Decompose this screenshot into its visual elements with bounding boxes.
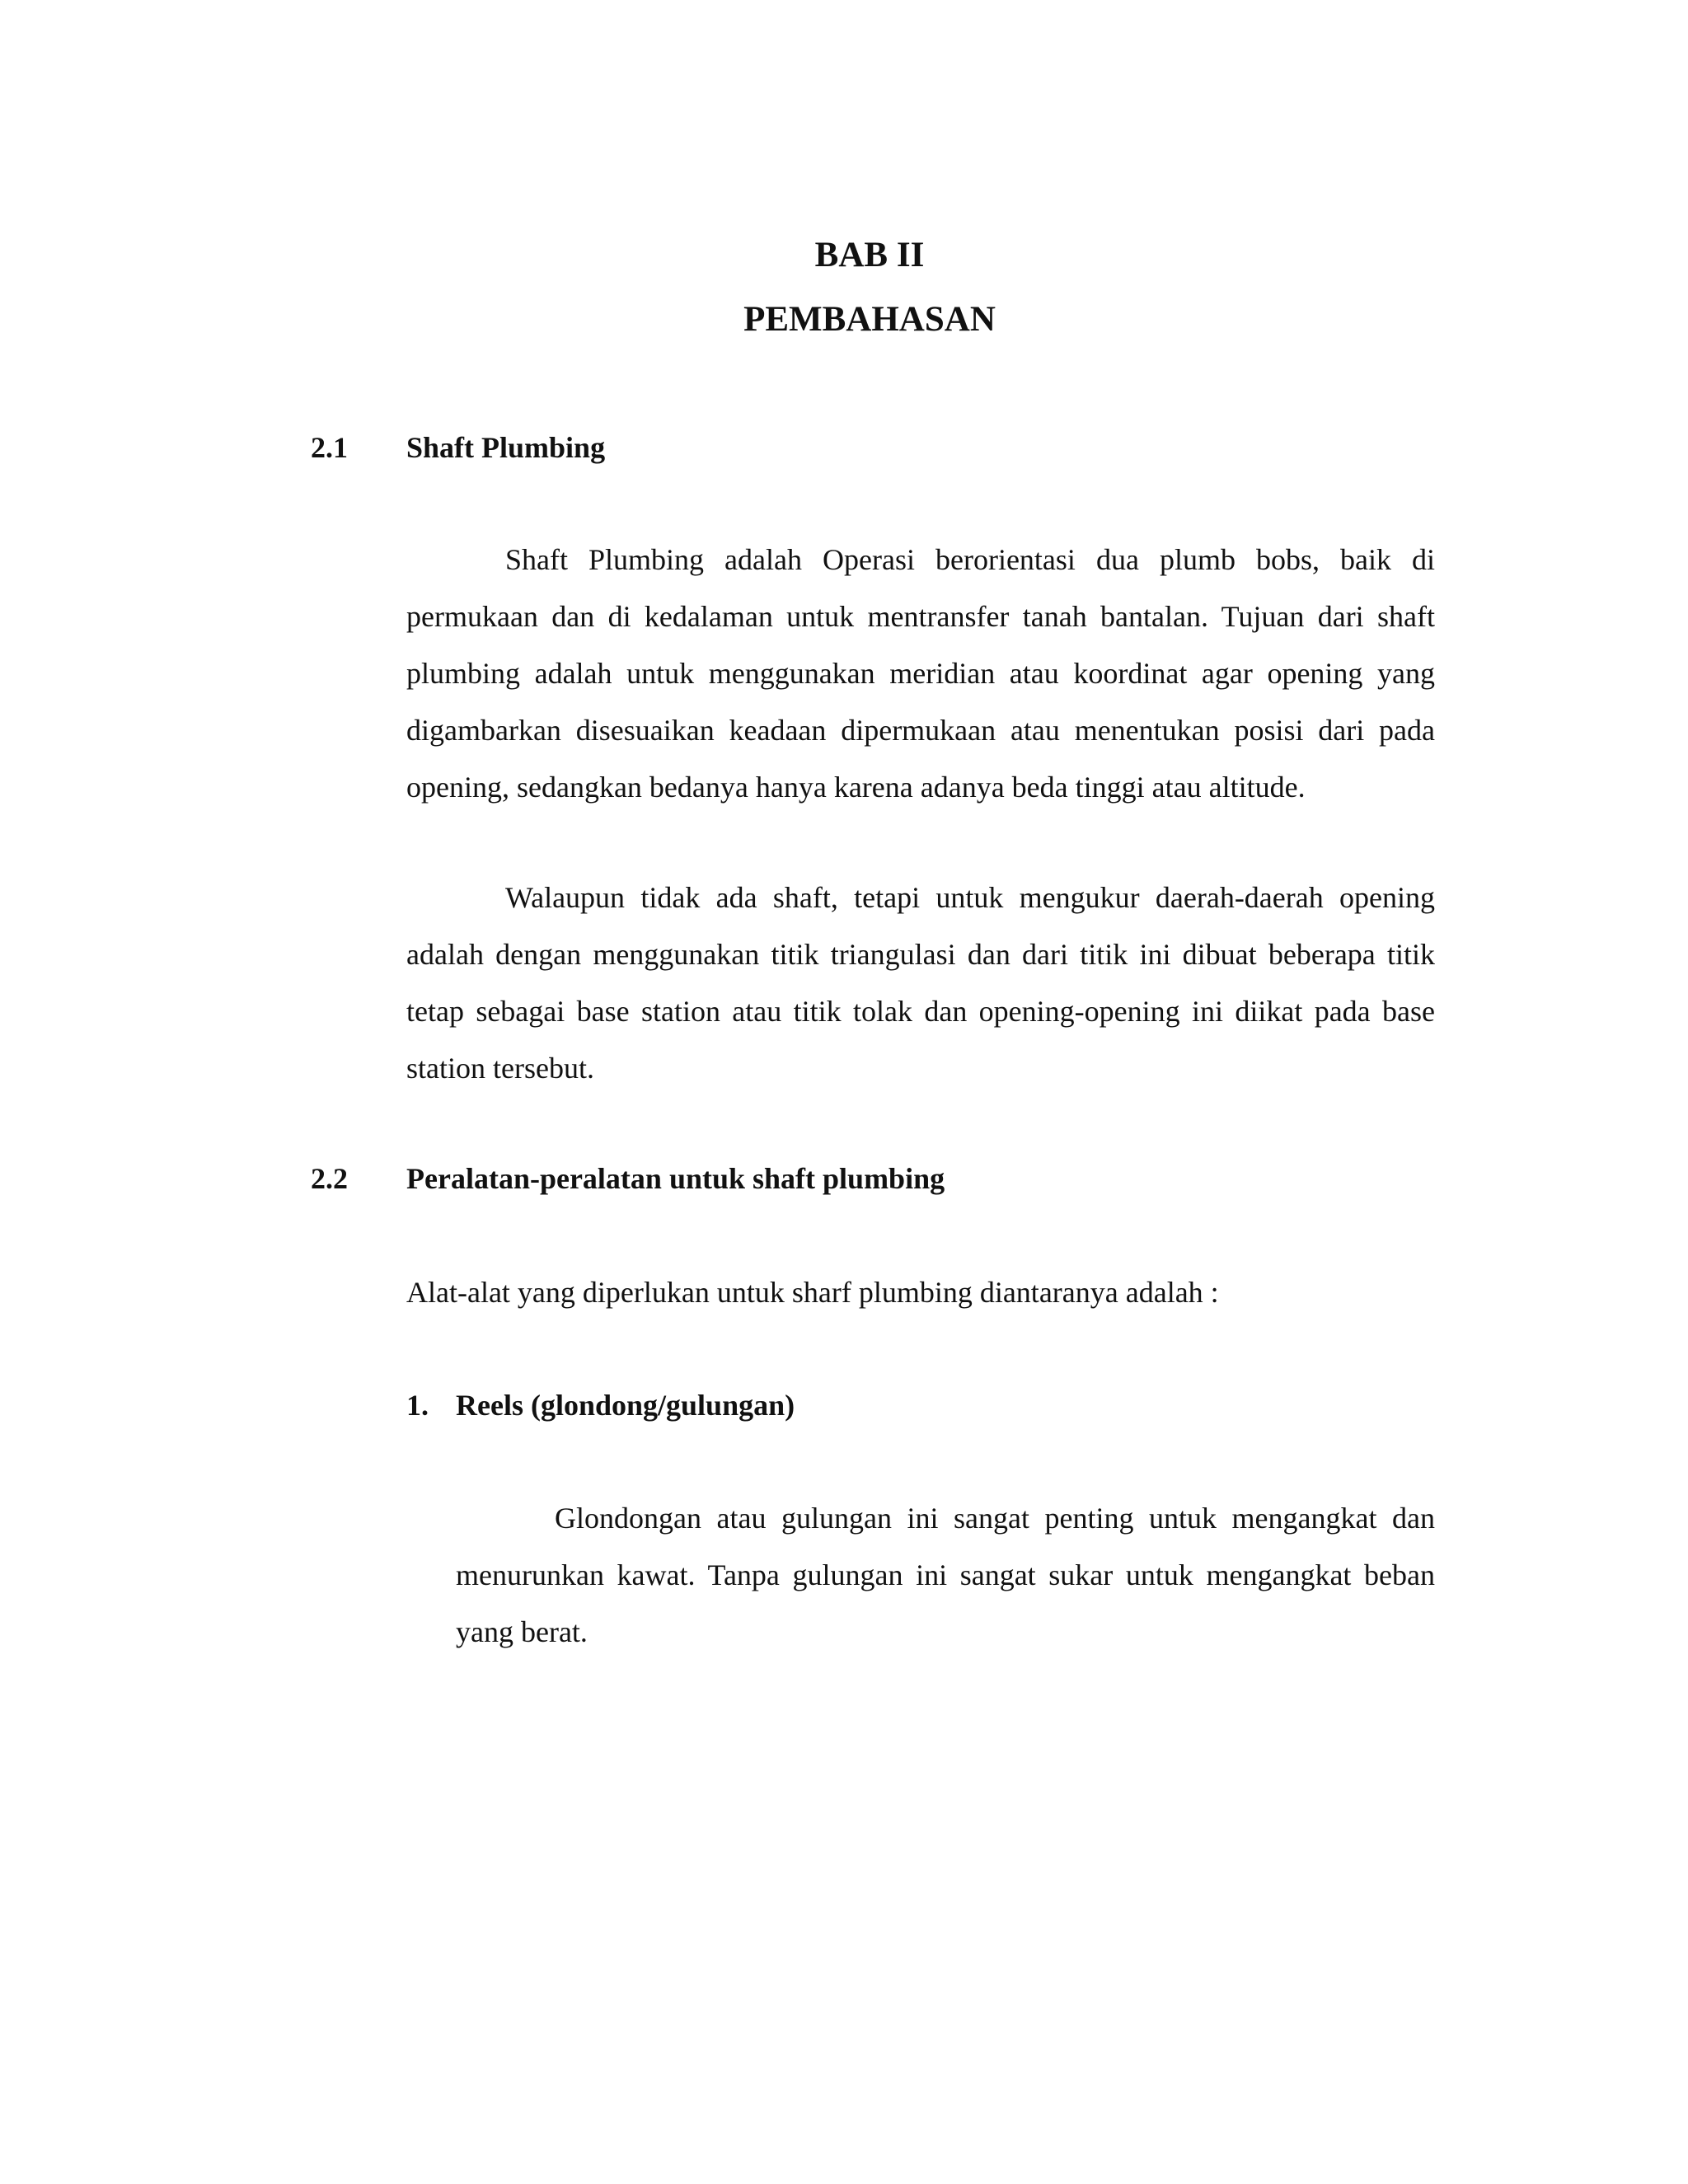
chapter-title: PEMBAHASAN — [743, 300, 996, 339]
body-paragraph: Walaupun tidak ada shaft, tetapi untuk mengukur daerah-daerah opening adalah dengan menggunakan titik triangulasi dan dari titik ini dibuat beberapa titik tetap sebagai base station atau titik tolak dan opening-opening ini diikat pada base station tersebut. — [406, 881, 1435, 1085]
section-number: 2.2 — [311, 1162, 348, 1195]
section-title: Peralatan-peralatan untuk shaft plumbing — [406, 1162, 945, 1195]
list-item-paragraph: Glondongan atau gulungan ini sangat penting untuk mengangkat dan menurunkan kawat. Tanpa gulungan ini sangat sukar untuk mengangkat beban yang berat. — [456, 1502, 1435, 1648]
section-number: 2.1 — [311, 431, 348, 464]
list-item-number: 1. — [406, 1389, 429, 1422]
intro-paragraph: Alat-alat yang diperlukan untuk sharf plumbing diantaranya adalah : — [406, 1276, 1219, 1309]
list-item-title: Reels (glondong/gulungan) — [456, 1389, 795, 1422]
section-title: Shaft Plumbing — [406, 431, 606, 464]
body-paragraph: Shaft Plumbing adalah Operasi berorientasi dua plumb bobs, baik di permukaan dan di kedalaman untuk mentransfer tanah bantalan. Tujuan dari shaft plumbing adalah untuk menggunakan meridian atau koordinat agar opening yang digambarkan disesuaikan keadaan dipermukaan atau menentukan posisi dari pada opening, sedangkan bedanya hanya karena adanya beda tinggi atau altitude. — [406, 543, 1435, 804]
chapter-number: BAB II — [814, 236, 925, 274]
